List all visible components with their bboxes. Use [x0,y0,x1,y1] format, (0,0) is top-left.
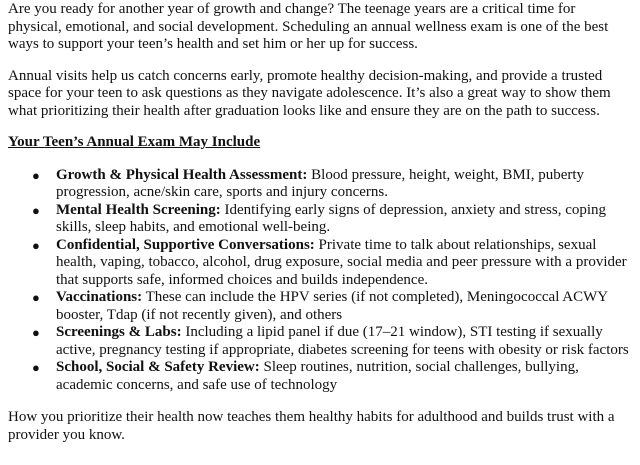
list-item [32,289,632,324]
list-item-title: School, Social & Safety Review: [56,359,260,375]
list-item-title: Growth & Physical Health Assessment: [56,166,308,183]
list-item-text: Private time to talk about relationships, sexual health, vaping, tobacco, alcohol, drug exposure, social media and peer pressure with a provider that supports safe, informed choices and builds independence. [56,236,627,288]
list-item-title: Confidential, Supportive Conversations: [56,236,315,253]
list-item-text: Blood pressure, height, weight, BMI, puberty progression, acne/skin care, sports and injury concerns. [56,166,585,200]
list-item-title: Vaccinations: [56,289,143,305]
exam-section-heading: Your Teen’s Annual Exam May Include [8,134,261,150]
list-item-text: These can include the HPV series (if not completed), Meningococcal ACWY booster, Tdap (if not recently given), and others [56,289,608,323]
list-item [32,166,632,202]
closing-paragraph: How you prioritize their health now teaches them healthy habits for adulthood and builds trust with a provider you know. [8,409,615,443]
bullet-icon: ● [32,202,40,218]
list-item [32,359,632,394]
list-item [32,324,632,359]
list-item-title: Screenings & Labs: [56,324,182,340]
bullet-icon: ● [32,237,40,253]
list-item-title: Mental Health Screening: [56,201,221,218]
list-item [32,236,632,290]
bullet-icon: ● [32,325,40,340]
list-item-text: Including a lipid panel if due (17–21 window), STI testing if sexually active, pregnancy testing if appropriate, diabetes screening for teens with obesity or risk factors [56,324,629,358]
list-item-text: Identifying early signs of depression, anxiety and stress, coping skills, sleep habits, and emotional well-being. [56,201,607,235]
intro-paragraph: Are you ready for another year of growth and change? The teenage years are a critical time for physical, emotional, and social development. Scheduling an annual wellness exam is one of the best ways to support your teen’s health and set him or her up for success. [8,1,609,52]
bullet-icon: ● [32,360,40,375]
exam-items-list [8,167,632,395]
annual-visits-paragraph: Annual visits help us catch concerns early, promote healthy decision-making, and provide a trusted space for your teen to ask questions as they navigate adolescence. It’s also a great way to show them what prioritizing their health after graduation looks like and ensure they are on the path to success. [8,67,611,119]
list-item-text: Sleep routines, nutrition, social challenges, bullying, academic concerns, and safe use of technology [56,359,579,393]
bullet-icon: ● [32,167,40,183]
list-item [32,201,632,237]
bullet-icon: ● [32,290,40,305]
